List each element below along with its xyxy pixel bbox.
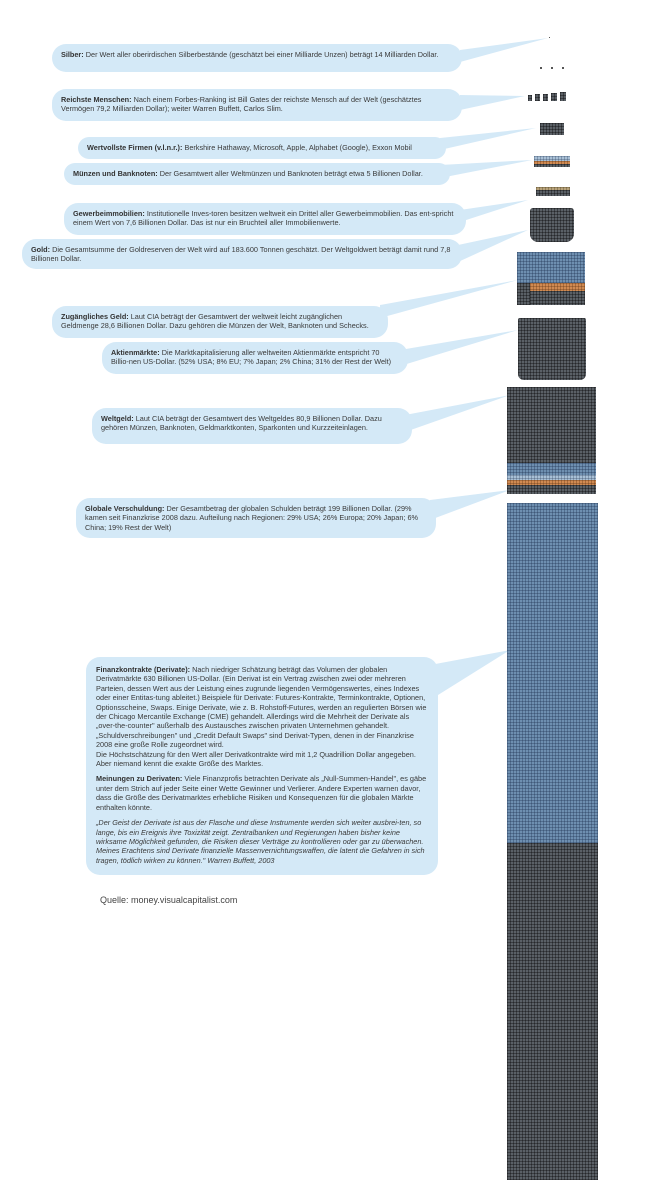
zugaenglich-title: Zugängliches Geld: [61,312,129,321]
bubble-reichste-menschen [52,89,462,121]
derivate-text: Nach niedriger Schätzung beträgt das Volumen der globalen Derivatmärkte 630 Billionen US-Dollar. (Ein Derivat ist ein Vertrag zwischen zwei oder mehreren Parteien, dessen Wert aus der Leistung eines zugrunde liegenden Vermögenswertes, eines Indexes oder einer Entitas-tung ableitet.) Beispiele für Derivate: Futures-Kontrakte, Terminkontrakte, Optionen, Optionsscheine, Swaps. Einige Derivate, wie z. B. Rohstoff-Futures, werden an regulierten Börsen wie der Chicago Mercantile Exchange (CME) gehandelt. Allerdings wird die Mehrheit der Derivate als „over-the-counter" außerhalb des Austausches zwischen privaten Unternehmen gehandelt. „Schuldverschreibungen" und „Credit Default Swaps" sind Derivat-Typen, denen in der Finanzkrise 2008 eine große Rolle zugeordnet wird. [96,665,427,750]
aktien-title: Aktienmärkte: [111,348,160,357]
weltgeld-title: Weltgeld: [101,414,134,423]
weltgeld-block [518,318,586,380]
bubble-wertvollste-firmen [78,137,446,159]
bubble-gewerbeimmobilien [64,203,466,235]
derivate-title: Finanzkontrakte (Derivate): [96,665,191,674]
schulden-title: Globale Verschuldung: [85,504,165,513]
gold-title: Gold: [31,245,51,254]
gewerbe-title: Gewerbeimmobilien: [73,209,145,218]
reichste-text: Nach einem Forbes-Ranking ist Bill Gates der reichste Mensch auf der Welt (geschätztes Vermögen 79,2 Milliarden Dollar); weiter Warren Buffett, Carlos Slim. [61,95,422,114]
reichste-title: Reichste Menschen: [61,95,132,104]
bubble-globale-verschuldung [76,498,436,538]
silber-dot [549,37,550,38]
silber-title: Silber: [61,50,84,59]
muenzen-text: Der Gesamtwert aller Weltmünzen und Banknoten beträgt etwa 5 Billionen Dollar. [159,169,423,178]
aktien-text: Die Marktkapitalisierung aller weltweiten Aktienmärkte entspricht 70 Billio-nen US-Dollar. (52% USA; 8% EU; 7% Japan; 2% China; 31% der Rest der Welt) [111,348,392,367]
zugaenglich-text: Laut CIA beträgt der Gesamtwert der weltweit leicht zugänglichen Geldmenge 28,6 Billionen Dollar. Dazu gehören die Münzen der Welt, Banknoten und Schecks. [61,312,369,331]
buffett-quote: „Der Geist der Derivate ist aus der Flasche und diese Instrumente werden sich weiter ausbrei-ten, so lange, bis ein Ereignis ihre Toxizität zeigt. Zentralbanken und Regierungen haben bisher keine wirksame Möglichkeit gefunden, die Risiken dieser Verträge zu kontrollieren oder gar zu überwachen. Meines Erachtens sind Derivate finanzielle Massenvernichtungswaffen, die latent die Gefahren in sich tragen, tödlich wirken zu können." Warren Buffett, 2003 [96,818,425,865]
bubble-gold [22,239,462,269]
schulden-text: Der Gesamtbetrag der globalen Schulden beträgt 199 Billionen Dollar. (29% kamen seit Finanzkrise 2008 dazu. Aufteilung nach Regionen: 29% USA; 26% Europa; 20% Japan; 6% China; 19% Rest der Welt) [85,504,419,532]
zugaengliches-geld-block [530,208,574,242]
firmen-title: Wertvollste Firmen (v.l.n.r.): [87,143,183,152]
weltgeld-text: Laut CIA beträgt der Gesamtwert des Weltgeldes 80,9 Billionen Dollar. Dazu gehören Münzen, Banknoten, Geldmarktkonten, Sparkonten und Kurzzeiteinlagen. [101,414,382,433]
bubble-muenzen [64,163,450,185]
meinungen-text: Viele Finanzprofis betrachten Derivate als „Null-Summen-Handel", es gäbe unter dem Strich auf jeder Seite einer Wette Gewinner und Verlierer. Andere Experten warnen davor, dass die Größe des Derivatmarktes erhebliche Risiken und Konsequenzen für die globalen Märkte enthalten könnte. [96,774,427,812]
firmen-text: Berkshire Hathaway, Microsoft, Apple, Alphabet (Google), Exxon Mobil [184,143,412,152]
bubble-weltgeld [92,408,412,444]
bubble-zugaengliches-geld [52,306,388,338]
gewerbe-text: Institutionelle Inves-toren besitzen weltweit ein Drittel aller Gewerbeimmobilien. Das ent-spricht einem Wert von 7,6 Billionen Dollar. Das ist nur ein Bruchteil aller Immobilienwerte. [73,209,454,228]
meinungen-title: Meinungen zu Derivaten: [96,774,183,784]
silber-text: Der Wert aller oberirdischen Silberbestände (geschätzt bei einer Milliarde Unzen) beträgt 14 Milliarden Dollar. [85,50,439,59]
bubble-derivate [86,657,438,875]
muenzen-title: Münzen und Banknoten: [73,169,158,178]
gold-text: Die Gesamtsumme der Goldreserven der Welt wird auf 183.600 Tonnen geschätzt. Der Weltgoldwert beträgt damit rund 7,8 Billionen Dollar. [31,245,451,264]
muenzen-block [540,123,564,135]
bubble-silber [52,44,462,72]
bubble-aktienmaerkte [102,342,408,374]
derivate-text-2: Die Höchstschätzung für den Wert aller Derivatkontrakte wird mit 1,2 Quadrillion Dollar angegeben. Aber niemand kennt die exakte Größe des Marktes. [96,749,416,769]
source-note: Quelle: money.visualcapitalist.com [100,895,238,905]
